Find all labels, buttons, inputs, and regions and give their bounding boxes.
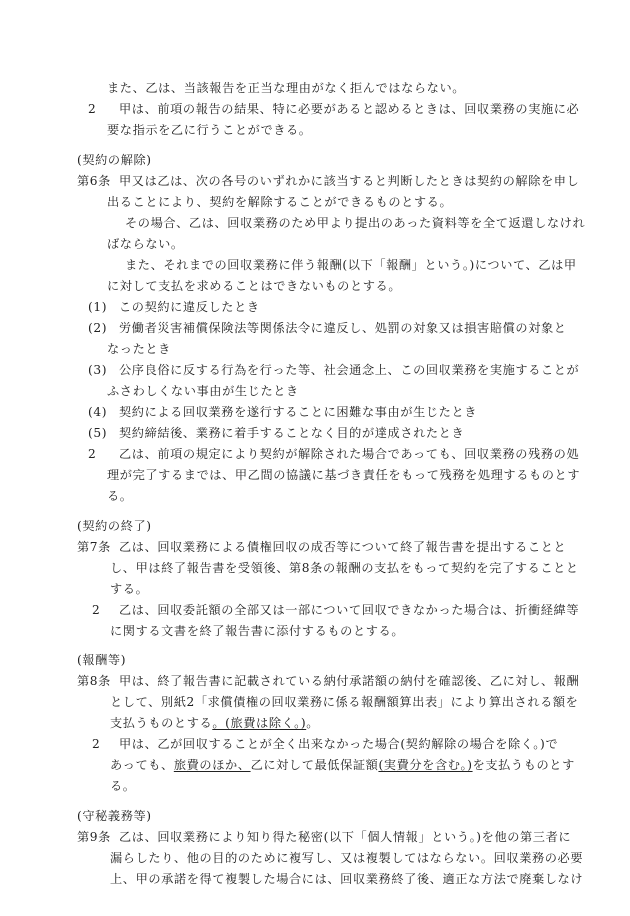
paragraph-line: 乙は、回収委託額の全部又は一部について回収できなかった場合は、折衝経緯等 [119, 603, 580, 617]
paragraph-line: その場合、乙は、回収業務のため甲より提出のあった資料等を全て返還しなけれ [125, 216, 586, 230]
paragraph-line [110, 757, 575, 773]
item-number: (3) [88, 363, 108, 377]
item-line: 契約による回収業務を遂行することに困難な事由が生じたとき [119, 405, 478, 419]
text-segment: あっても、 [110, 758, 174, 772]
paragraph-line: また、乙は、当該報告を正当な理由がなく拒んではならない。 [107, 81, 466, 95]
item-number: (2) [88, 321, 108, 335]
paragraph-number: 2 [92, 737, 101, 751]
paragraph-line: し、甲は終了報告書を受領後、第8条の報酬の支払をもって契約を完了することと [110, 561, 579, 575]
underlined-text: (実費分を含む。) [378, 758, 473, 772]
paragraph-line: 甲は、前項の報告の結果、特に必要があると認めるときは、回収業務の実施に必 [119, 102, 580, 116]
paragraph-line: る。 [107, 489, 133, 503]
text-segment: を支払うものとす [472, 758, 575, 772]
article-heading: (契約の終了) [77, 519, 152, 533]
paragraph-line: 漏らしたり、他の目的のために複写し、又は複製してはならない。回収業務の必要 [110, 851, 584, 865]
paragraph-number: 2 [88, 447, 97, 461]
article-label: 第9条 [77, 830, 111, 844]
article-heading: (契約の解除) [77, 153, 152, 167]
paragraph-line: 理が完了するまでは、甲乙間の協議に基づき責任をもって残務を処理するものとす [107, 468, 581, 482]
paragraph-line: 乙は、前項の規定により契約が解除された場合であっても、回収業務の残務の処 [119, 447, 580, 461]
paragraph-line: また、それまでの回収業務に伴う報酬(以下「報酬」という。)について、乙は甲 [125, 258, 577, 272]
text-segment: 乙に対して最低保証額 [250, 758, 379, 772]
article-label: 第7条 [77, 540, 111, 554]
paragraph-line: する。 [110, 582, 149, 596]
paragraph-line: 乙は、回収業務による債権回収の成否等について終了報告書を提出することと [119, 540, 567, 554]
item-number: (4) [88, 405, 108, 419]
paragraph-line: る。 [110, 779, 136, 793]
item-number: (5) [88, 426, 108, 440]
underlined-text: 。(旅費は除く。) [212, 716, 307, 730]
paragraph-line: 甲は、終了報告書に記載されている納付承諾額の納付を確認後、乙に対し、報酬 [119, 674, 580, 688]
paragraph-line: 甲は、乙が回収することが全く出来なかった場合(契約解除の場合を除く。)で [119, 737, 559, 751]
article-heading: (守秘義務等) [77, 809, 152, 823]
text-segment: 支払うものとする [110, 716, 213, 730]
paragraph-line: 出ることにより、契約を解除することができるものとする。 [107, 195, 453, 209]
article-heading: (報酬等) [77, 653, 127, 667]
item-line: 公序良俗に反する行為を行った等、社会通念上、この回収業務を実施することが [119, 363, 580, 377]
paragraph-line: として、別紙2「求償債権の回収業務に係る報酬額算出表」により算出される額を [110, 695, 579, 709]
item-line: 契約締結後、業務に着手することなく目的が達成されたとき [119, 426, 465, 440]
paragraph-line: 上、甲の承諾を得て複製した場合には、回収業務終了後、適正な方法で廃棄しなけ [110, 872, 584, 886]
paragraph-line: に対して支払を求めることはできないものとする。 [107, 279, 402, 293]
article-label: 第6条 [77, 174, 111, 188]
paragraph-line [110, 715, 319, 731]
item-line: なったとき [107, 342, 171, 356]
underlined-text: 旅費のほか、 [173, 758, 251, 772]
item-number: (1) [88, 300, 108, 314]
paragraph-line: 乙は、回収業務により知り得た秘密(以下「個人情報」という。)を他の第三者に [119, 830, 572, 844]
item-line: この契約に違反したとき [119, 300, 260, 314]
paragraph-number: 2 [92, 603, 101, 617]
item-line: ふさわしくない事由が生じたとき [107, 384, 299, 398]
article-label: 第8条 [77, 674, 111, 688]
paragraph-line: 要な指示を乙に行うことができる。 [107, 123, 312, 137]
text-segment: 。 [306, 716, 319, 730]
item-line: 労働者災害補償保険法等関係法令に違反し、処罰の対象又は損害賠償の対象と [119, 321, 567, 335]
paragraph-number: 2 [88, 102, 97, 116]
paragraph-line: ばならない。 [107, 237, 184, 251]
paragraph-line: に関する文書を終了報告書に添付するものとする。 [110, 624, 405, 638]
paragraph-line: 甲又は乙は、次の各号のいずれかに該当すると判断したときは契約の解除を申し [119, 174, 580, 188]
